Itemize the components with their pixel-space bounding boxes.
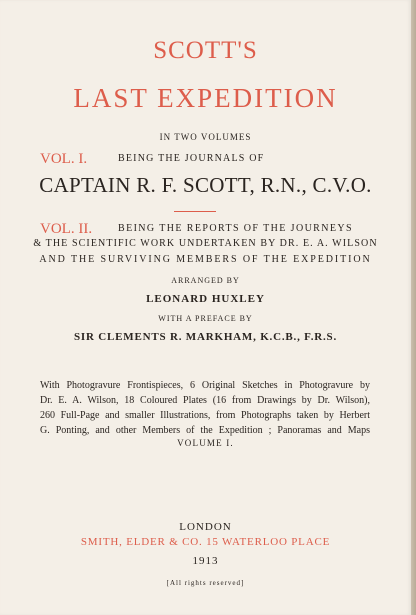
volume-two-description-line-1: BEING THE REPORTS OF THE JOURNEYS [118, 223, 353, 234]
illustrations-line-2: Dr. E. A. Wilson, 18 Coloured Plates (16 from Drawings by Dr. Wilson), [40, 395, 370, 406]
imprint-publisher: SMITH, ELDER & CO. 15 WATERLOO PLACE [80, 536, 331, 548]
illustrations-line-4: G. Ponting, and other Members of the Expedition ; Panoramas and Maps [40, 425, 370, 436]
arranged-by-label: ARRANGED BY [171, 276, 240, 285]
rights-notice: [All rights reserved] [166, 579, 245, 587]
illustrations-paragraph [40, 378, 370, 438]
volume-two-description-line-2: & THE SCIENTIFIC WORK UNDERTAKEN BY DR. E. A. WILSON [33, 238, 378, 249]
volume-number: VOLUME I. [177, 438, 234, 448]
red-divider [174, 211, 216, 212]
illustrations-line-1: With Photogravure Frontispieces, 6 Original Sketches in Photogravure by [40, 380, 370, 391]
title-line-1: SCOTT'S [153, 37, 258, 64]
volume-one-description: BEING THE JOURNALS OF [118, 153, 265, 164]
preface-by-label: WITH A PREFACE BY [158, 314, 253, 323]
arranger-name: LEONARD HUXLEY [146, 293, 265, 305]
in-two-volumes: IN TWO VOLUMES [159, 132, 252, 142]
imprint-city: LONDON [179, 521, 232, 533]
author-name: CAPTAIN R. F. SCOTT, R.N., C.V.O. [39, 173, 372, 197]
volume-one-label: VOL. I. [40, 151, 88, 167]
preface-author-name: SIR CLEMENTS R. MARKHAM, K.C.B., F.R.S. [73, 331, 338, 343]
volume-two-description-line-3: AND THE SURVIVING MEMBERS OF THE EXPEDITION [39, 254, 372, 265]
book-spine-edge [411, 0, 416, 615]
volume-two-label: VOL. II. [40, 221, 93, 237]
illustrations-line-3: 260 Full-Page and smaller Illustrations, from Photographs taken by Herbert [40, 410, 370, 421]
imprint-year: 1913 [192, 555, 219, 567]
title-line-2: LAST EXPEDITION [73, 83, 338, 113]
